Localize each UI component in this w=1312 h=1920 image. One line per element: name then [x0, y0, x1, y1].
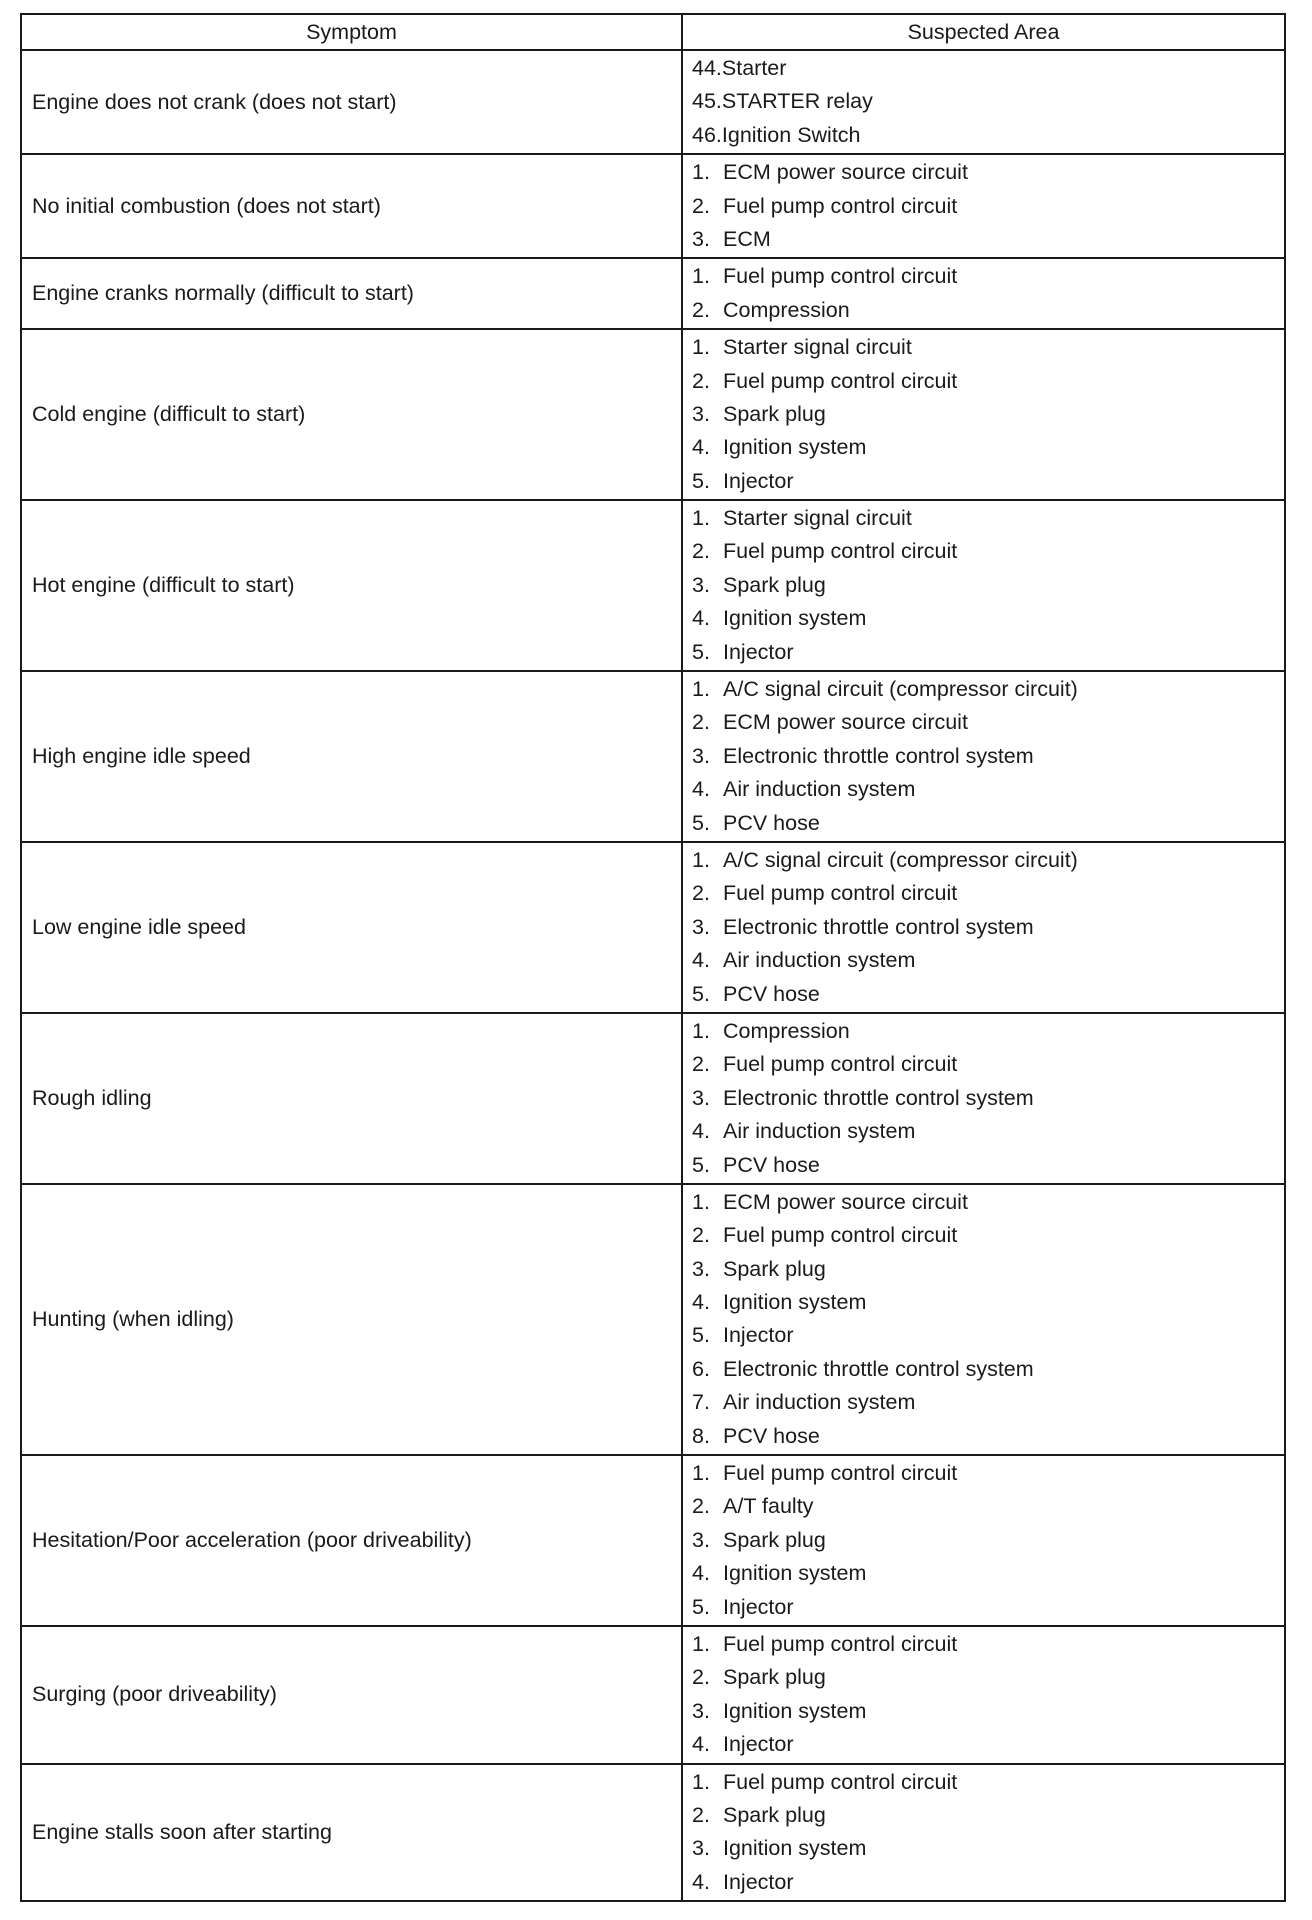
- suspected-area-item: [692, 1766, 1284, 1799]
- suspected-area-item: [692, 1832, 1284, 1865]
- suspected-area-item: [692, 85, 1284, 118]
- suspected-area-item: [692, 365, 1284, 398]
- item-text: ECM power source circuit: [723, 1189, 968, 1214]
- item-text: Electronic throttle control system: [723, 914, 1034, 939]
- item-number: 1.: [692, 160, 710, 185]
- item-text: A/C signal circuit (compressor circuit): [723, 847, 1078, 872]
- item-text: Spark plug: [723, 572, 826, 597]
- symptom-cell: Hunting (when idling): [21, 1184, 682, 1455]
- item-number: 1.: [692, 677, 710, 702]
- item-text: Spark plug: [723, 1527, 826, 1552]
- item-number: 4.: [692, 1119, 710, 1144]
- table-row: [21, 329, 1285, 500]
- table-row: [21, 671, 1285, 842]
- suspected-area-item: [692, 119, 1284, 152]
- symptom-cell: High engine idle speed: [21, 671, 682, 842]
- suspected-area-cell: [682, 500, 1285, 671]
- item-text: Injector: [723, 468, 794, 493]
- item-text: PCV hose: [723, 981, 820, 1006]
- item-text: Spark plug: [723, 1802, 826, 1827]
- suspected-area-list: [692, 1457, 1284, 1624]
- item-text: Injector: [723, 1594, 794, 1619]
- table-row: [21, 1013, 1285, 1184]
- suspected-area-item: [692, 1661, 1284, 1694]
- suspected-area-item: [692, 673, 1284, 706]
- item-number: 3.: [692, 572, 710, 597]
- suspected-area-item: [692, 331, 1284, 364]
- item-number: 3.: [692, 1698, 710, 1723]
- item-number: 1.: [692, 1631, 710, 1656]
- item-text: Compression: [723, 297, 850, 322]
- item-number: 3.: [692, 401, 710, 426]
- item-number: 4.: [692, 1732, 710, 1757]
- suspected-area-item: [692, 944, 1284, 977]
- header-row: [21, 14, 1285, 50]
- suspected-area-cell: [682, 154, 1285, 258]
- suspected-area-item: [692, 1457, 1284, 1490]
- suspected-area-list: [692, 52, 1284, 152]
- item-number: 3.: [692, 914, 710, 939]
- item-number: 2.: [692, 1052, 710, 1077]
- item-number: 4.: [692, 1561, 710, 1586]
- item-number: 2.: [692, 710, 710, 735]
- item-number: 1.: [692, 847, 710, 872]
- item-text: Fuel pump control circuit: [723, 368, 958, 393]
- table-row: [21, 1455, 1285, 1626]
- symptom-cell: Cold engine (difficult to start): [21, 329, 682, 500]
- suspected-area-item: [692, 1319, 1284, 1352]
- suspected-area-item: [692, 223, 1284, 256]
- item-number: 4.: [692, 1290, 710, 1315]
- item-number: 6.: [692, 1356, 710, 1381]
- symptom-cell: Rough idling: [21, 1013, 682, 1184]
- suspected-area-item: [692, 1728, 1284, 1761]
- item-number: 1.: [692, 1189, 710, 1214]
- item-text: Fuel pump control circuit: [723, 539, 958, 564]
- suspected-area-item: [692, 1015, 1284, 1048]
- item-number: 1.: [692, 506, 710, 531]
- item-number: 3.: [692, 226, 710, 251]
- item-number: 5.: [692, 810, 710, 835]
- suspected-area-list: [692, 1766, 1284, 1900]
- item-text: Ignition Switch: [721, 122, 861, 147]
- item-text: PCV hose: [723, 1423, 820, 1448]
- item-number: 2.: [692, 368, 710, 393]
- suspected-area-cell: [682, 1184, 1285, 1455]
- item-text: Air induction system: [723, 1119, 916, 1144]
- item-number: 4.: [692, 777, 710, 802]
- suspected-area-list: [692, 673, 1284, 840]
- symptom-cell: Engine stalls soon after starting: [21, 1764, 682, 1902]
- item-number: 4.: [692, 435, 710, 460]
- suspected-area-item: [692, 911, 1284, 944]
- item-text: A/T faulty: [723, 1494, 814, 1519]
- suspected-area-list: [692, 844, 1284, 1011]
- item-number: 5.: [692, 639, 710, 664]
- suspected-area-cell: [682, 671, 1285, 842]
- item-text: Fuel pump control circuit: [723, 1223, 958, 1248]
- item-text: Air induction system: [723, 948, 916, 973]
- item-text: Starter signal circuit: [723, 335, 912, 360]
- suspected-area-item: [692, 431, 1284, 464]
- suspected-area-item: [692, 1149, 1284, 1182]
- item-number: 1.: [692, 1018, 710, 1043]
- symptom-cell: Engine cranks normally (difficult to start): [21, 258, 682, 329]
- table-row: [21, 50, 1285, 154]
- symptom-cell: Surging (poor driveability): [21, 1626, 682, 1764]
- suspected-area-item: [692, 1420, 1284, 1453]
- item-number: 1.: [692, 264, 710, 289]
- item-text: Fuel pump control circuit: [723, 1461, 958, 1486]
- suspected-area-item: [692, 636, 1284, 669]
- item-number: 2.: [692, 297, 710, 322]
- item-text: Fuel pump control circuit: [723, 193, 958, 218]
- item-text: Ignition system: [723, 1836, 867, 1861]
- item-text: Injector: [723, 1323, 794, 1348]
- item-number: 2.: [692, 1802, 710, 1827]
- item-number: 2.: [692, 539, 710, 564]
- item-text: ECM power source circuit: [723, 710, 968, 735]
- suspected-area-item: [692, 1591, 1284, 1624]
- suspected-area-item: [692, 1219, 1284, 1252]
- table-row: [21, 842, 1285, 1013]
- symptom-column-header: Symptom: [21, 14, 682, 50]
- suspected-area-item: [692, 1524, 1284, 1557]
- item-text: Starter: [721, 56, 787, 80]
- item-text: Air induction system: [723, 1390, 916, 1415]
- item-text: ECM: [723, 226, 771, 251]
- item-number: 2.: [692, 193, 710, 218]
- item-number: 2.: [692, 1223, 710, 1248]
- item-text: Spark plug: [723, 1256, 826, 1281]
- table-row: [21, 1184, 1285, 1455]
- suspected-area-item: [692, 877, 1284, 910]
- table-row: [21, 154, 1285, 258]
- item-number: 1.: [692, 1461, 710, 1486]
- table-row: [21, 258, 1285, 329]
- item-text: PCV hose: [723, 1152, 820, 1177]
- item-text: Electronic throttle control system: [723, 743, 1034, 768]
- suspected-area-item: [692, 1186, 1284, 1219]
- suspected-area-item: [692, 1286, 1284, 1319]
- item-number: 2.: [692, 881, 710, 906]
- symptom-cell: No initial combustion (does not start): [21, 154, 682, 258]
- item-text: Electronic throttle control system: [723, 1356, 1034, 1381]
- item-text: A/C signal circuit (compressor circuit): [723, 677, 1078, 702]
- item-text: Fuel pump control circuit: [723, 881, 958, 906]
- symptom-cell: Engine does not crank (does not start): [21, 50, 682, 154]
- item-text: Compression: [723, 1018, 850, 1043]
- suspected-area-cell: [682, 329, 1285, 500]
- suspected-area-item: [692, 1082, 1284, 1115]
- suspected-area-item: [692, 156, 1284, 189]
- suspected-area-item: [692, 844, 1284, 877]
- item-number: 5.: [692, 1152, 710, 1177]
- table-row: [21, 1626, 1285, 1764]
- symptom-cell: Hot engine (difficult to start): [21, 500, 682, 671]
- item-text: Ignition system: [723, 1698, 867, 1723]
- item-number: 8.: [692, 1423, 710, 1448]
- item-number: 5.: [692, 1323, 710, 1348]
- item-number: 3.: [692, 1527, 710, 1552]
- suspected-area-item: [692, 773, 1284, 806]
- suspected-area-cell: [682, 1455, 1285, 1626]
- item-number: 45.: [692, 89, 722, 114]
- item-number: 3.: [692, 1085, 710, 1110]
- item-text: Air induction system: [723, 777, 916, 802]
- suspected-area-cell: [682, 1764, 1285, 1902]
- suspected-area-item: [692, 740, 1284, 773]
- suspected-area-item: [692, 52, 1284, 85]
- item-text: STARTER relay: [721, 89, 873, 114]
- item-number: 5.: [692, 1594, 710, 1619]
- suspected-area-cell: [682, 1626, 1285, 1764]
- suspected-area-item: [692, 978, 1284, 1011]
- item-number: 5.: [692, 981, 710, 1006]
- suspected-area-item: [692, 398, 1284, 431]
- item-text: Spark plug: [723, 1665, 826, 1690]
- item-text: Fuel pump control circuit: [723, 1769, 958, 1794]
- suspected-area-item: [692, 1048, 1284, 1081]
- item-text: Ignition system: [723, 606, 867, 631]
- suspected-area-item: [692, 1799, 1284, 1832]
- suspected-area-item: [692, 569, 1284, 602]
- table-row: [21, 500, 1285, 671]
- item-text: Ignition system: [723, 435, 867, 460]
- suspected-area-item: [692, 1386, 1284, 1419]
- suspected-area-item: [692, 1628, 1284, 1661]
- suspected-area-list: [692, 156, 1284, 256]
- table-row: [21, 1764, 1285, 1902]
- item-text: Electronic throttle control system: [723, 1085, 1034, 1110]
- item-number: 1.: [692, 335, 710, 360]
- item-number: 3.: [692, 743, 710, 768]
- suspected-area-list: [692, 1186, 1284, 1453]
- suspected-area-cell: [682, 1013, 1285, 1184]
- item-number: 7.: [692, 1390, 710, 1415]
- item-text: Ignition system: [723, 1561, 867, 1586]
- item-text: Injector: [723, 639, 794, 664]
- item-text: Fuel pump control circuit: [723, 264, 958, 289]
- item-number: 2.: [692, 1665, 710, 1690]
- suspected-area-item: [692, 465, 1284, 498]
- suspected-area-item: [692, 1253, 1284, 1286]
- suspected-area-cell: [682, 50, 1285, 154]
- suspected-area-item: [692, 807, 1284, 840]
- suspected-area-list: [692, 260, 1284, 327]
- suspected-area-item: [692, 1490, 1284, 1523]
- symptom-cell: Hesitation/Poor acceleration (poor driveability): [21, 1455, 682, 1626]
- item-number: 4.: [692, 606, 710, 631]
- suspected-area-item: [692, 1866, 1284, 1899]
- item-text: Spark plug: [723, 401, 826, 426]
- item-number: 3.: [692, 1256, 710, 1281]
- item-number: 44.: [692, 56, 722, 80]
- suspected-area-item: [692, 294, 1284, 327]
- suspected-area-item: [692, 260, 1284, 293]
- item-text: Ignition system: [723, 1290, 867, 1315]
- symptom-table: [20, 13, 1286, 1902]
- suspected-area-item: [692, 190, 1284, 223]
- suspected-area-cell: [682, 258, 1285, 329]
- item-number: 4.: [692, 1869, 710, 1894]
- suspected-area-item: [692, 1353, 1284, 1386]
- suspected-area-list: [692, 331, 1284, 498]
- item-text: Injector: [723, 1869, 794, 1894]
- suspected-area-item: [692, 1115, 1284, 1148]
- item-text: PCV hose: [723, 810, 820, 835]
- suspected-area-cell: [682, 842, 1285, 1013]
- suspected-area-list: [692, 1628, 1284, 1762]
- item-text: Fuel pump control circuit: [723, 1052, 958, 1077]
- suspected-area-item: [692, 1557, 1284, 1590]
- suspected-area-list: [692, 1015, 1284, 1182]
- symptom-cell: Low engine idle speed: [21, 842, 682, 1013]
- suspected-area-column-header: Suspected Area: [682, 14, 1285, 50]
- item-number: 3.: [692, 1836, 710, 1861]
- item-text: ECM power source circuit: [723, 160, 968, 185]
- item-text: Starter signal circuit: [723, 506, 912, 531]
- suspected-area-item: [692, 502, 1284, 535]
- suspected-area-list: [692, 502, 1284, 669]
- item-number: 1.: [692, 1769, 710, 1794]
- suspected-area-item: [692, 535, 1284, 568]
- item-number: 46.: [692, 122, 722, 147]
- item-number: 4.: [692, 948, 710, 973]
- item-text: Fuel pump control circuit: [723, 1631, 958, 1656]
- suspected-area-item: [692, 602, 1284, 635]
- suspected-area-item: [692, 1695, 1284, 1728]
- suspected-area-item: [692, 706, 1284, 739]
- item-number: 2.: [692, 1494, 710, 1519]
- item-text: Injector: [723, 1732, 794, 1757]
- item-number: 5.: [692, 468, 710, 493]
